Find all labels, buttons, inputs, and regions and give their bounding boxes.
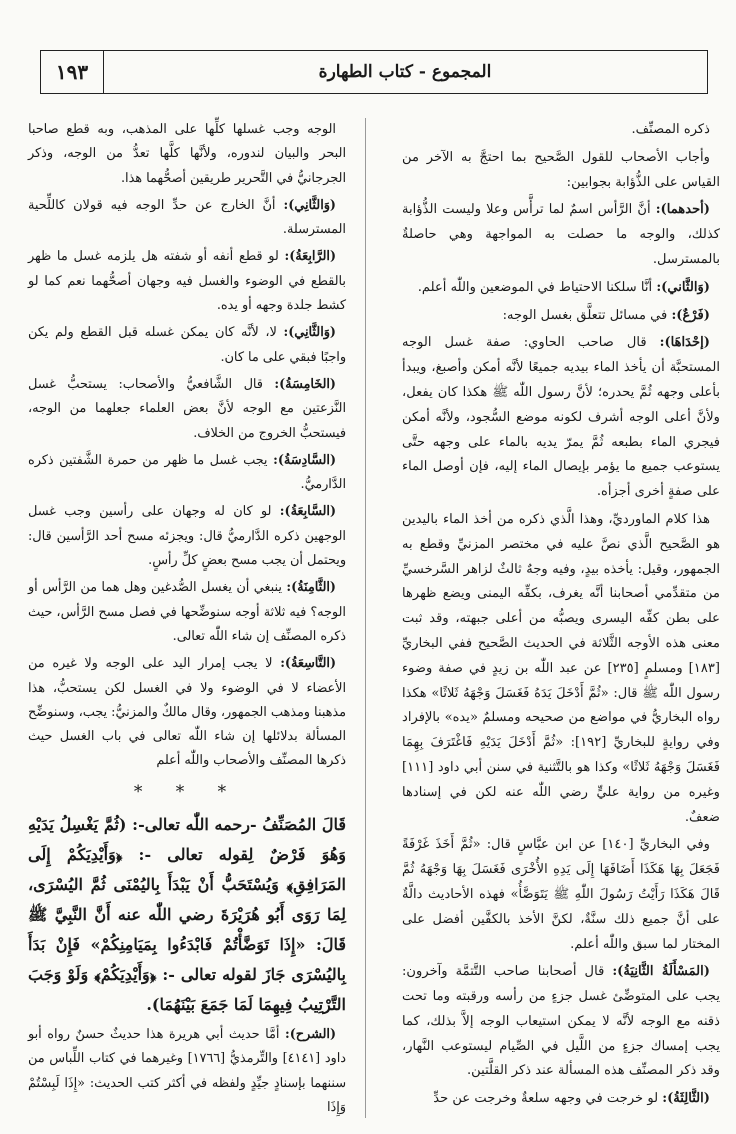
paragraph-text: قال صاحب الحاوي: صفة غسل الوجه المستحبَّة أن يأخذ الماء بيديه جميعًا لأنَّه أمكن وأصبغ، ويبدأ بأعلى وجهه ثُمَّ يحدره؛ لأنَّ رسول اللّٰه ﷺ هكذا كان يفعل، ولأنَّ أعلى الوجه أشرف لكونه موضع السُّجود، ولأنَّه أمكن فيجري الماء بطبعه ثُمَّ يمرّ يديه بالماء على وجهه حتَّى يستوعب جميع ما يؤمر بإيصال الماء إليه، فإن أوصل الماء على صفةٍ أخرى أجزأه.: [402, 335, 720, 500]
paragraph-text: هذا كلام الماورديِّ، وهذا الَّذي ذكره من أخذ الماء باليدين هو الصَّحيح الَّذي نصَّ عليه في مختصر المزنيِّ وقطع به الجمهور، وقيل: يأخذه بيدٍ، وفيه وجهٌ ثالثٌ لزاهر السَّرخسيِّ من متقدِّمي أصحابنا أنَّه يغرف، بكفِّه اليمنى ويضع ظهرها على بطن كفِّه اليسرى ويصبُّه من أعلى جبهته، وقد ثبت معنى هذه الأوجه الثَّلاثة في الحديث الصَّحيح ففي البخاريِّ [١٨٣] ومسلمٍ [٢٣٥] عن عبد اللّٰه بن زيدٍ في صفة وضوء رسول اللّٰه ﷺ قال: «ثُمَّ أَدْخَلَ يَدَهُ فَغَسَلَ وَجْهَهُ ثَلاثًا» هكذا رواه البخاريُّ في مواضع من صحيحه ومسلمٌ «يده» بالإفراد وفي روايةٍ للبخاريِّ [١٩٢]: «ثُمَّ أَدْخَلَ يَدَيْهِ فَاغْتَرَفَ بِهِمَا فَغَسَلَ وَجْهَهُ ثَلاثًا» وكذا هو بالتَّثنية في سنن أبي داود [١١١] وغيره من رواية عليٍّ رضي اللّٰه عنه لكن في إسنادها ضعفٌ.: [402, 511, 720, 825]
paragraph-label: (فَرْعٌ):: [671, 307, 710, 323]
section-separator: * * *: [133, 781, 241, 802]
sharh-paragraph: [28, 1023, 346, 1120]
paragraph-label: (الرَّابِعَةُ):: [284, 249, 336, 265]
paragraph: [28, 652, 346, 773]
paragraph-label: (السَّابِعَةُ):: [279, 504, 336, 520]
paragraph-text: ذكره المصنِّف.: [631, 122, 710, 137]
left-paragraphs: [28, 118, 346, 774]
paragraph: [28, 449, 346, 498]
paragraph-label: (وَالثَّانِي):: [283, 325, 336, 341]
paragraph-text: في مسائل تتعلَّق بغسل الوجه:: [502, 307, 672, 323]
paragraph-label: (الثَّامِنَةُ):: [286, 580, 336, 596]
paragraph: [28, 500, 346, 573]
paragraph: [402, 118, 720, 143]
paragraph-label: (المَسْأَلَةُ الثَّانِيَةُ):: [612, 964, 711, 980]
running-title: المجموع - كتاب الطهارة: [318, 62, 492, 82]
paragraph-text: لو قطع أنفه أو شفته هل يلزمه غسل ما ظهر بالقطع في الوضوء والغسل فيه وجهان أصحُّهما نعم كما لو كشط جلدة وجهه أو يده.: [28, 249, 346, 314]
paragraph: [402, 1087, 720, 1112]
paragraph: [28, 321, 346, 370]
paragraph: [402, 331, 720, 505]
page-number: ١٩٣: [41, 51, 104, 93]
paragraph-text: أنَّ الخارج عن حدِّ الوجه فيه قولان كاللِّحية المسترسلة.: [28, 197, 346, 238]
paragraph: [402, 508, 720, 830]
sharh-label: (الشرح):: [284, 1027, 336, 1043]
paragraph: [28, 118, 346, 191]
paragraph-text: لا، لأنَّه كان يمكن غسله قبل القطع ولم يكن واجبًا فبقي على ما كان.: [28, 325, 346, 365]
paragraph-label: (وَالثَّاني):: [656, 279, 710, 295]
paragraph-text: الوجه وجب غسلها كلِّها على المذهب، وبه قطع صاحبا البحر والبيان لندوره، ولأنَّها كلَّها تعدُّ من الوجه، وذكر الجرجانيُّ في التَّحرير طريقين أصحُّهما هذا.: [28, 122, 346, 186]
paragraph-label: (الثَّالِثَةُ):: [662, 1091, 710, 1107]
paragraph: [402, 276, 720, 301]
paragraph-label: (وَالثَّانِي):: [283, 197, 336, 213]
paragraph: [402, 198, 720, 272]
paragraph-text: وفي البخاريِّ [١٤٠] عن ابن عبَّاسٍ قال: «ثُمَّ أَخَذَ غَرْفَةً فَجَعَلَ بِهَا هَكَذَا أَضَافَهَا إِلَى يَدِهِ الأُخْرَى فَغَسَلَ بِهَا وَجْهَهُ ثُمَّ قَالَ هَكَذَا رَأَيْتُ رَسُولَ اللّٰهِ ﷺ يَتَوَضَّأُ» فهذه الأحاديث دالَّةٌ على أنَّ جميع ذلك سنَّةٌ، لكنَّ الأخذ بالكفَّين أفضل على المختار لما سبق واللّٰه أعلم.: [402, 837, 720, 952]
paragraph-text: لو كان له وجهان على رأسين وجب غسل الوجهين ذكره الدَّارميُّ قال: ويجزئه مسح أحد الرَّأسين قال: ويحتمل أن يجب مسح بعضٍ كلِّ رأسٍ.: [28, 504, 346, 569]
paragraph-text: يجب غسل ما ظهر من حمرة الشَّفتين ذكره الدَّارميُّ.: [28, 452, 346, 493]
author-quote: قَالَ المُصَنِّفُ -رحمه اللّٰه تعالى-: (ثُمَّ يَغْسِلُ يَدَيْهِ وَهُوَ فَرْضٌ لِقوله تعالى -: ﴿وَأَيْدِيَكُمْ إِلَى المَرَافِقِ﴾ وَيُسْتَحَبُّ أَنْ يَبْدَأَ بِاليُمْنَى ثُمَّ اليُسْرَى، لِمَا رَوَى أَبُو هُرَيْرَةَ رضي اللّٰه عنه أَنَّ النَّبِيَّ ﷺ قَالَ: «إِذَا تَوَضَّأْتُمْ فَابْدَءُوا بِمَيَامِنِكُمْ» فَإِنْ بَدَأَ بِاليُسْرَى جَازَ لقوله تعالى -: ﴿وَأَيْدِيَكُمْ﴾ وَلَوْ وَجَبَ التَّرْتِيبُ فِيهِمَا لَمَا جَمَعَ بَيْنَهُمَا).: [28, 815, 346, 1015]
right-column: [402, 118, 720, 1115]
paragraph-text: وأجاب الأصحاب للقول الصَّحيح بما احتجَّ به الآخر من القياس على الذُّؤابة بجوابين:: [402, 149, 720, 190]
paragraph: [402, 960, 720, 1084]
column-divider: [365, 118, 366, 1118]
paragraph-label: (إحْدَاهَا):: [659, 335, 710, 351]
sharh-text: أمَّا حديث أبي هريرة هذا حديثٌ حسنٌ رواه أبو داود [٤١٤١] والتِّرمذيُّ [١٧٦٦] وغيرهما في كتاب اللِّباس من سننهما بإسنادٍ جيِّدٍ ولفظه في أكثر كتب الحديث: «إِذَا لَبِسْتُمْ وَإِذَا: [28, 1027, 346, 1115]
paragraph-text: ينبغي أن يغسل الصُّدغين وهل هما من الرَّأس أو الوجه؟ فيه ثلاثة أوجه سنوضِّحها في فصل مسح الرَّأس، حيث ذكره المصنِّف إن شاء اللّٰه تعالى.: [28, 580, 346, 644]
paragraph: [402, 833, 720, 957]
paragraph-label: (أحدهما):: [655, 202, 710, 218]
paragraph-text: قال الشَّافعيُّ والأصحاب: يستحبُّ غسل النَّزعتين مع الوجه لأنَّ بعض العلماء جعلهما من الوجه، فيستحبُّ الخروج من الخلاف.: [28, 376, 346, 441]
paragraph: [402, 304, 720, 329]
paragraph-text: قال أصحابنا صاحب التَّتمَّة وآخرون: يجب على المتوضِّئ غسل جزءٍ من رأسه ورقبته وما تحت ذقنه مع الوجه لأنَّه لا يمكن استيعاب الوجه إلاَّ بذلك، كما يجب إمساك جزءٍ من اللَّيل في الصِّيام ليستوعب النَّهار، وقد ذكر المصنِّف هذه المسألة عند ذكر القلَّتين.: [402, 964, 720, 1079]
paragraph: [28, 373, 346, 446]
paragraph-text: لو خرجت في وجهه سلعةٌ وخرجت عن حدِّ: [433, 1091, 663, 1107]
left-column: [28, 118, 346, 1123]
paragraph: [28, 576, 346, 649]
paragraph-text: أنَّ الرَّأس اسمٌ لما ترأَّس وعلا وليست الذُّؤابة كذلك، والوجه ما حصلت به المواجهة وهي حاصلةٌ بالمسترسل.: [402, 202, 720, 267]
paragraph-label: (التَّاسِعَةُ):: [280, 656, 336, 672]
paragraph: [28, 194, 346, 243]
paragraph-text: أنَّا سلكنا الاحتياط في الموضعين واللّٰه أعلم.: [417, 279, 657, 295]
paragraph-text: لا يجب إمرار اليد على الوجه ولا غيره من الأعضاء لا في الوضوء ولا في الغسل لكن يستحبُّ، هذا مذهبنا ومذهب الجمهور، وقال مالكٌ والمزنيُّ: يجب، وسنوضِّح المسألة بدلائلها إن شاء اللّٰه تعالى في باب الغسل حيث ذكرها المصنِّف والأصحاب واللّٰه أعلم: [28, 656, 346, 769]
paragraph: [28, 245, 346, 318]
paragraph-label: (السَّادِسَةُ):: [273, 452, 336, 468]
page-header: [40, 50, 708, 94]
paragraph-label: (الخَامِسَةُ):: [274, 376, 336, 392]
paragraph: [402, 146, 720, 196]
